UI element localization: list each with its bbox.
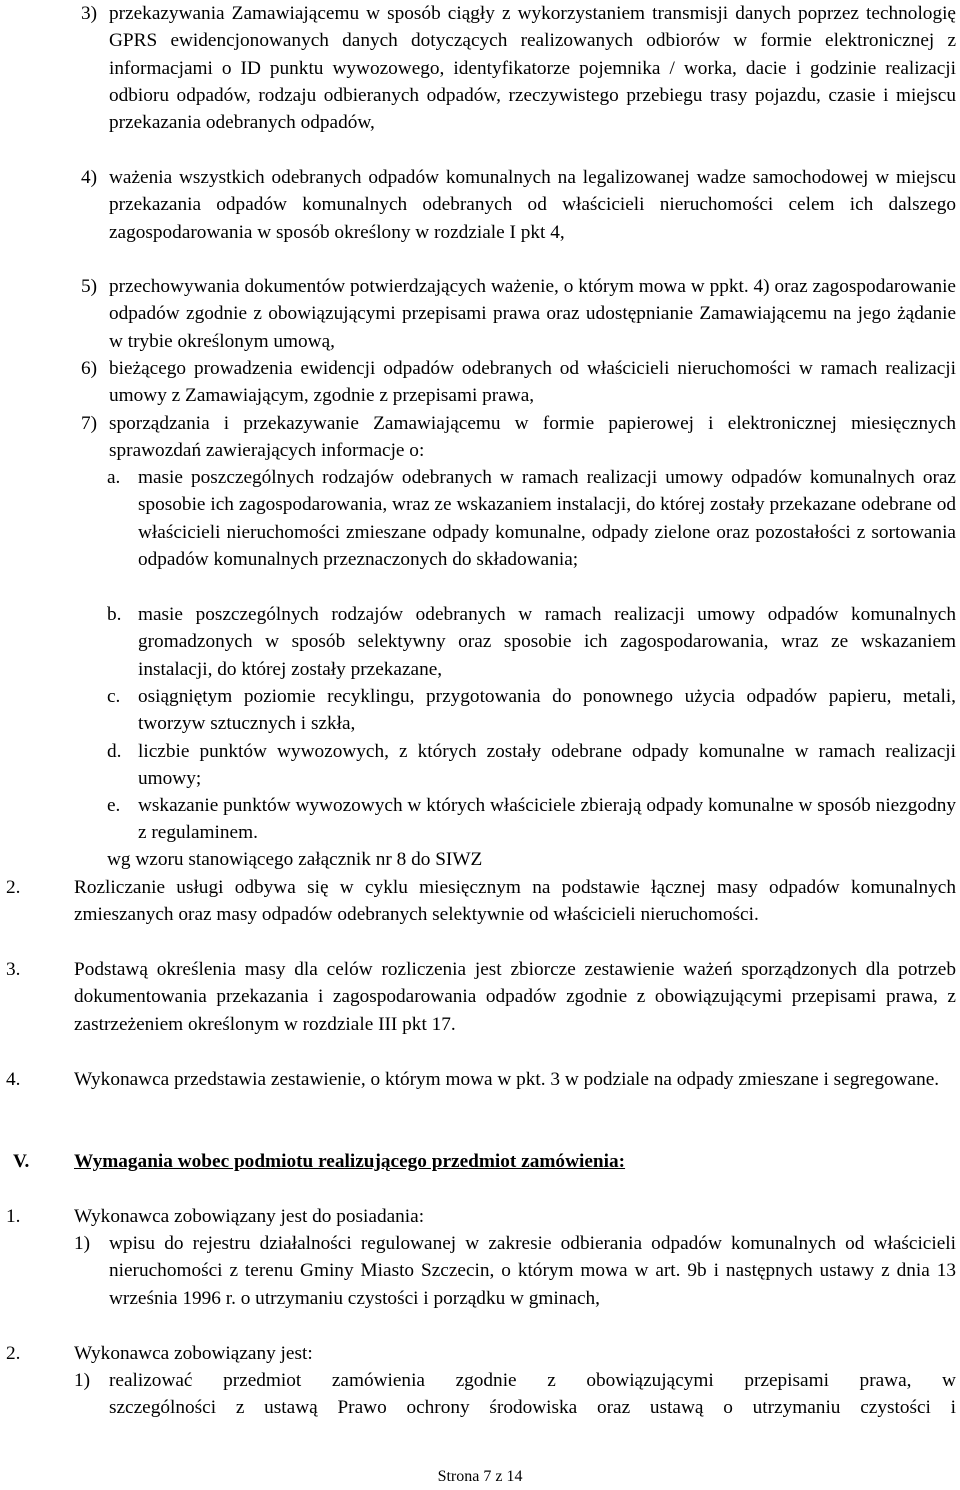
item-letter: d. [107, 741, 122, 762]
item-number: 5) [81, 276, 98, 297]
section-title-text: Wymagania wobec podmiotu realizującego przedmiot zamówienia: [74, 1151, 626, 1172]
item-text: wpisu do rejestru działalności regulowanej w zakresie odbierania odpadów komunalnych od właścicieli nieruchomości z terenu Gminy Miasto Szczecin, o którym mowa w art. 9b i następnych ustawy z dnia 13 września 1996 r. o utrzymaniu czystości i porządku w gminach, [109, 1233, 956, 1309]
item-text: sporządzania i przekazywanie Zamawiającemu w formie papierowej i elektronicznej miesięcznych sprawozdań zawierających informacje o: [109, 413, 956, 462]
item-text: osiągniętym poziomie recyklingu, przygotowania do ponownego użycia odpadów papieru, metali, tworzyw sztucznych i szkła, [138, 686, 956, 735]
item-text: Wykonawca przedstawia zestawienie, o którym mowa w pkt. 3 w podziale na odpady zmieszane i segregowane. [74, 1069, 940, 1090]
item-letter: e. [107, 795, 121, 816]
item-text: przekazywania Zamawiającemu w sposób ciągły z wykorzystaniem transmisji danych poprzez technologię GPRS ewidencjonowanych danych dotyczących realizowanych odbiorów w formie elektronicznej z informacjami o ID punktu wywozowego, identyfikatorze pojemnika / worka, dacie i godzinie realizacji odbioru odpadów, rodzaju odbieranych odpadów, rzeczywistego przebiegu trasy pojazdu, czasie i miejscu przekazania odebranych odpadów, [109, 3, 956, 134]
item-text: realizować przedmiot zamówienia zgodnie z obowiązującymi przepisami prawa, w [109, 1370, 956, 1391]
item-text: liczbie punktów wywozowych, z których zostały odebrane odpady komunalne w ramach realizacji umowy; [138, 741, 956, 790]
item-text: Rozliczanie usługi odbywa się w cyklu miesięcznym na podstawie łącznej masy odpadów komunalnych zmieszanych oraz masy odpadów odebranych selektywnie od właścicieli nieruchomości. [74, 877, 956, 926]
item-number: 1) [74, 1370, 91, 1391]
item-letter: b. [107, 604, 122, 625]
page-footer: Strona 7 z 14 [437, 1468, 523, 1485]
section-title [74, 1148, 625, 1175]
section-number: V. [13, 1151, 30, 1172]
item-text: Wykonawca zobowiązany jest: [74, 1343, 313, 1364]
item-text: Podstawą określenia masy dla celów rozliczenia jest zbiorcze zestawienie ważeń sporządzonych dla potrzeb dokumentowania przekazania i zagospodarowania odpadów zgodnie z obowiązującymi przepisami prawa, z zastrzeżeniem określonym w rozdziale III pkt 17. [74, 959, 956, 1035]
item-number: 1) [74, 1233, 91, 1254]
item-number: 3. [6, 959, 21, 980]
item-number: 3) [81, 3, 98, 24]
item-text: Wykonawca zobowiązany jest do posiadania: [74, 1206, 425, 1227]
item-text: masie poszczególnych rodzajów odebranych w ramach realizacji umowy odpadów komunalnych oraz sposobie ich zagospodarowania, wraz ze wskazaniem instalacji, do której zostały przekazane odebrane od właścicieli nieruchomości zmieszane odpady komunalne, odpady zielone oraz pozostałości z sortowania odpadów komunalnych przeznaczonych do składowania; [138, 467, 956, 570]
item-number: 7) [81, 413, 98, 434]
item-letter: c. [107, 686, 121, 707]
item-number: 6) [81, 358, 98, 379]
item-number: 2. [6, 1343, 21, 1364]
item-text: wskazanie punktów wywozowych w których właściciele zbierają odpady komunalne w sposób niezgodny z regulaminem. [138, 795, 956, 844]
item-number: 1. [6, 1206, 21, 1227]
item-text: przechowywania dokumentów potwierdzających ważenie, o którym mowa w ppkt. 4) oraz zagospodarowanie odpadów zgodnie z obowiązującymi przepisami prawa oraz udostępnianie Zamawiającemu na jego żądanie w trybie określonym umową, [109, 276, 956, 352]
item-number: 2. [6, 877, 21, 898]
item-text: masie poszczególnych rodzajów odebranych w ramach realizacji umowy odpadów komunalnych gromadzonych w sposób selektywny oraz sposobie ich zagospodarowania, wraz ze wskazaniem instalacji, do której zostały przekazane, [138, 604, 956, 680]
item-number: 4. [6, 1069, 21, 1090]
template-note: wg wzoru stanowiącego załącznik nr 8 do SIWZ [107, 849, 483, 870]
item-letter: a. [107, 467, 121, 488]
item-text: bieżącego prowadzenia ewidencji odpadów odebranych od właścicieli nieruchomości w ramach realizacji umowy z Zamawiającym, zgodnie z przepisami prawa, [109, 358, 956, 407]
item-text: szczególności z ustawą Prawo ochrony środowiska oraz ustawą o utrzymaniu czystości i [109, 1397, 956, 1418]
item-number: 4) [81, 167, 98, 188]
item-text: ważenia wszystkich odebranych odpadów komunalnych na legalizowanej wadze samochodowej w miejscu przekazania odpadów komunalnych odebranych od właścicieli nieruchomości celem ich dalszego zagospodarowania w sposób określony w rozdziale I pkt 4, [109, 167, 956, 243]
